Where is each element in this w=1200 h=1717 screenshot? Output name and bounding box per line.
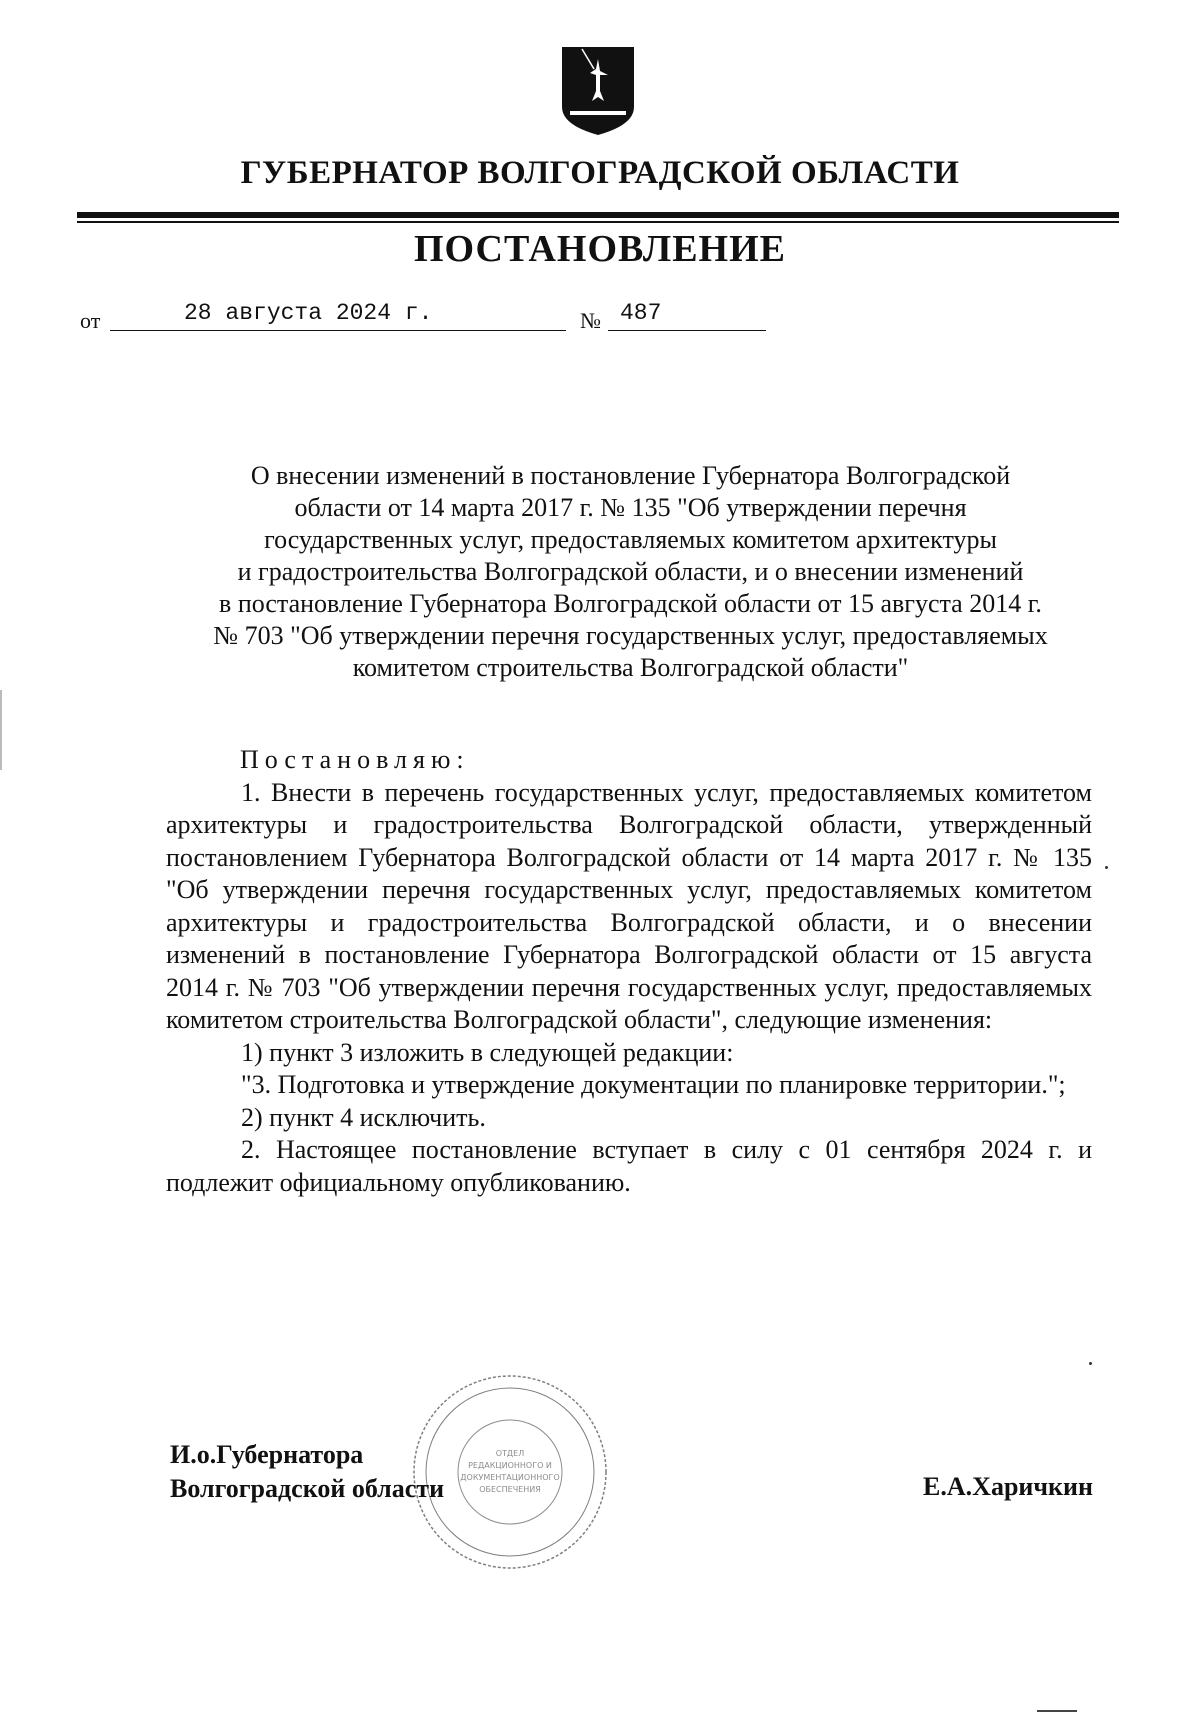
scan-edge-mark: [0, 690, 2, 770]
subject-line: в постановление Губернатора Волгоградской области от 15 августа 2014 г.: [219, 589, 1042, 618]
signatory-position-line: И.о.Губернатора: [170, 1440, 364, 1469]
issuer-title: ГУБЕРНАТОР ВОЛГОГРАДСКОЙ ОБЛАСТИ: [240, 155, 960, 191]
subject-line: и градостроительства Волгоградской области, и о внесении изменений: [237, 557, 1024, 586]
header-rule-thick: [77, 212, 1119, 218]
signatory-position: [170, 1438, 444, 1506]
date-prefix: от: [80, 308, 101, 333]
document-subject: [168, 460, 1093, 684]
subject-line: области от 14 марта 2017 г. № 135 "Об утверждении перечня: [294, 493, 967, 522]
svg-text:ДОКУМЕНТАЦИОННОГО: ДОКУМЕНТАЦИОННОГО: [460, 1473, 560, 1482]
svg-text:РЕДАКЦИОННОГО И: РЕДАКЦИОННОГО И: [468, 1461, 552, 1470]
document-body: [166, 744, 1092, 1199]
volgograd-coat-of-arms-icon: [560, 45, 636, 137]
svg-text:ОТДЕЛ: ОТДЕЛ: [495, 1449, 525, 1458]
subject-line: № 703 "Об утверждении перечня государственных услуг, предоставляемых: [213, 621, 1048, 650]
subject-line: государственных услуг, предоставляемых комитетом архитектуры: [264, 525, 997, 554]
signatory-name: Е.А.Харичкин: [923, 1472, 1093, 1501]
subject-line: О внесении изменений в постановление Губернатора Волгоградской: [250, 461, 1011, 490]
scan-speck: [1105, 866, 1108, 869]
scan-speck: [1037, 1710, 1077, 1712]
svg-text:ОБЕСПЕЧЕНИЯ: ОБЕСПЕЧЕНИЯ: [479, 1485, 541, 1494]
paragraph-item-2: 2. Настоящее постановление вступает в силу с 01 сентября 2024 г. и подлежит официальному опубликованию.: [166, 1135, 1092, 1197]
subitem-1: 1) пункт 3 изложить в следующей редакции:: [241, 1037, 734, 1067]
scan-speck: [1089, 1362, 1092, 1365]
header-rule-thin: [77, 221, 1119, 223]
document-number: 487: [620, 300, 662, 326]
resolve-word: Постановляю:: [240, 745, 470, 774]
number-prefix: №: [580, 308, 601, 333]
subject-line: комитетом строительства Волгоградской области": [352, 653, 909, 682]
signatory-position-line: Волгоградской области: [170, 1474, 445, 1503]
paragraph-item-1: 1. Внести в перечень государственных услуг, предоставляемых комитетом архитектуры и градостроительства Волгоградской области, утвержденный постановлением Губернатора Волгоградской области от 14 марта 2017 г. № 135 "Об утверждении перечня государственных услуг, предоставляемых комитетом архитектуры и градостроительства Волгоградской области, и о внесении изменений в постановление Губернатора Волгоградской области от 15 августа 2014 г. № 703 "Об утверждении перечня государственных услуг, предоставляемых комитетом строительства Волгоградской области", следующие изменения:: [166, 777, 1092, 1034]
document-type-title: ПОСТАНОВЛЕНИЕ: [413, 228, 787, 270]
document-date: 28 августа 2024 г.: [184, 300, 433, 326]
subitem-2: 2) пункт 4 исключить.: [241, 1102, 486, 1132]
subitem-1-text: "3. Подготовка и утверждение документации по планировке территории.";: [241, 1070, 1066, 1099]
